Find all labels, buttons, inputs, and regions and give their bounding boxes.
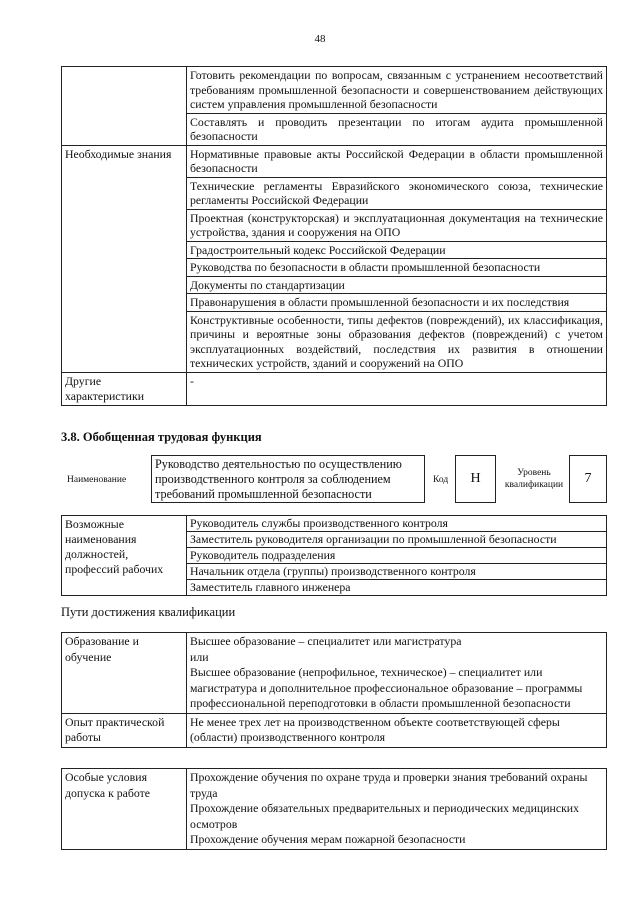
- education-label: Образование и обучение: [62, 633, 187, 714]
- section-heading: 3.8. Обобщенная трудовая функция: [61, 430, 262, 444]
- knowledge-cell: Руководства по безопасности в области промышленной безопасности: [187, 259, 607, 277]
- position-item: Заместитель руководителя организации по промышленной безопасности: [187, 532, 607, 548]
- knowledge-cell: Градостроительный кодекс Российской Федерации: [187, 241, 607, 259]
- admission-item: Прохождение обучения по охране труда и проверки знания требований охраны труда: [190, 770, 588, 800]
- admission-item: Прохождение обязательных предварительных и периодических медицинских осмотров: [190, 801, 580, 831]
- admission-conditions-table: [61, 768, 607, 850]
- position-item: Руководитель подразделения: [187, 548, 607, 564]
- knowledge-cell: Нормативные правовые акты Российской Федерации в области промышленной безопасности: [187, 145, 607, 177]
- function-code-label: Код: [433, 475, 449, 485]
- education-line: Высшее образование – специалитет или магистратура: [190, 634, 462, 648]
- function-code-value: H: [455, 455, 496, 503]
- skill-cell: Составлять и проводить презентации по итогам аудита промышленной безопасности: [187, 113, 607, 145]
- qualification-level-value: 7: [569, 455, 607, 503]
- table-row: [62, 769, 607, 850]
- knowledge-cell: Правонарушения в области промышленной безопасности и их последствия: [187, 294, 607, 312]
- experience-value: Не менее трех лет на производственном объекте соответствующей сферы (области) производственного контроля: [187, 713, 607, 747]
- skill-cell: Готовить рекомендации по вопросам, связанным с устранением несоответствий требованиям промышленной безопасности и совершенствованием действующих систем управления промышленной безопасности: [187, 67, 607, 114]
- table-row: [62, 633, 607, 714]
- function-name-label: Наименование: [67, 475, 127, 485]
- page-number: 48: [314, 33, 326, 45]
- admission-label: Особые условия допуска к работе: [62, 769, 187, 850]
- position-item: Руководитель службы производственного контроля: [187, 516, 607, 532]
- table-row: [62, 372, 607, 405]
- other-characteristics-value: -: [187, 372, 607, 405]
- table-row: [62, 67, 607, 114]
- education-cell: [187, 633, 607, 714]
- positions-table: [61, 515, 607, 596]
- education-line: Высшее образование (непрофильное, техническое) – специалитет или магистратура и дополнительное профессиональное образование – программы профессиональной переподготовки в области промышленной безопасности: [190, 665, 583, 710]
- other-characteristics-label: Другие характеристики: [62, 372, 187, 405]
- education-line: или: [190, 649, 209, 664]
- positions-label: Возможные наименования должностей, профессий рабочих: [62, 516, 187, 596]
- table-row: [62, 713, 607, 747]
- qualification-paths-heading: Пути достижения квалификации: [61, 605, 236, 619]
- empty-label-cell: [62, 67, 187, 146]
- knowledge-cell: Документы по стандартизации: [187, 276, 607, 294]
- function-name-value: Руководство деятельностью по осуществлению производственного контроля за соблюдением требований промышленной безопасности: [151, 455, 425, 503]
- qualification-level-label: Уровень квалификации: [504, 468, 564, 490]
- knowledge-cell: Технические регламенты Евразийского экономического союза, технические регламенты Российской Федерации: [187, 177, 607, 209]
- table-row: [62, 516, 607, 532]
- generalized-function-header: [61, 455, 607, 505]
- experience-label: Опыт практической работы: [62, 713, 187, 747]
- knowledge-cell: Проектная (конструкторская) и эксплуатационная документация на технические устройства, здания и сооружения на ОПО: [187, 209, 607, 241]
- table-row: [62, 145, 607, 177]
- knowledge-table: [61, 66, 607, 406]
- position-item: Заместитель главного инженера: [187, 580, 607, 596]
- knowledge-label: Необходимые знания: [62, 145, 187, 372]
- position-item: Начальник отдела (группы) производственного контроля: [187, 564, 607, 580]
- knowledge-cell: Конструктивные особенности, типы дефектов (повреждений), их классификация, причины и вероятные зоны образования дефектов (повреждений) с учетом эксплуатационных воздействий, последствия их развития в отношении технических устройств, зданий и сооружений на ОПО: [187, 311, 607, 372]
- admission-cell: [187, 769, 607, 850]
- qualification-paths-table: [61, 632, 607, 748]
- admission-item: Прохождение обучения мерам пожарной безопасности: [190, 832, 466, 846]
